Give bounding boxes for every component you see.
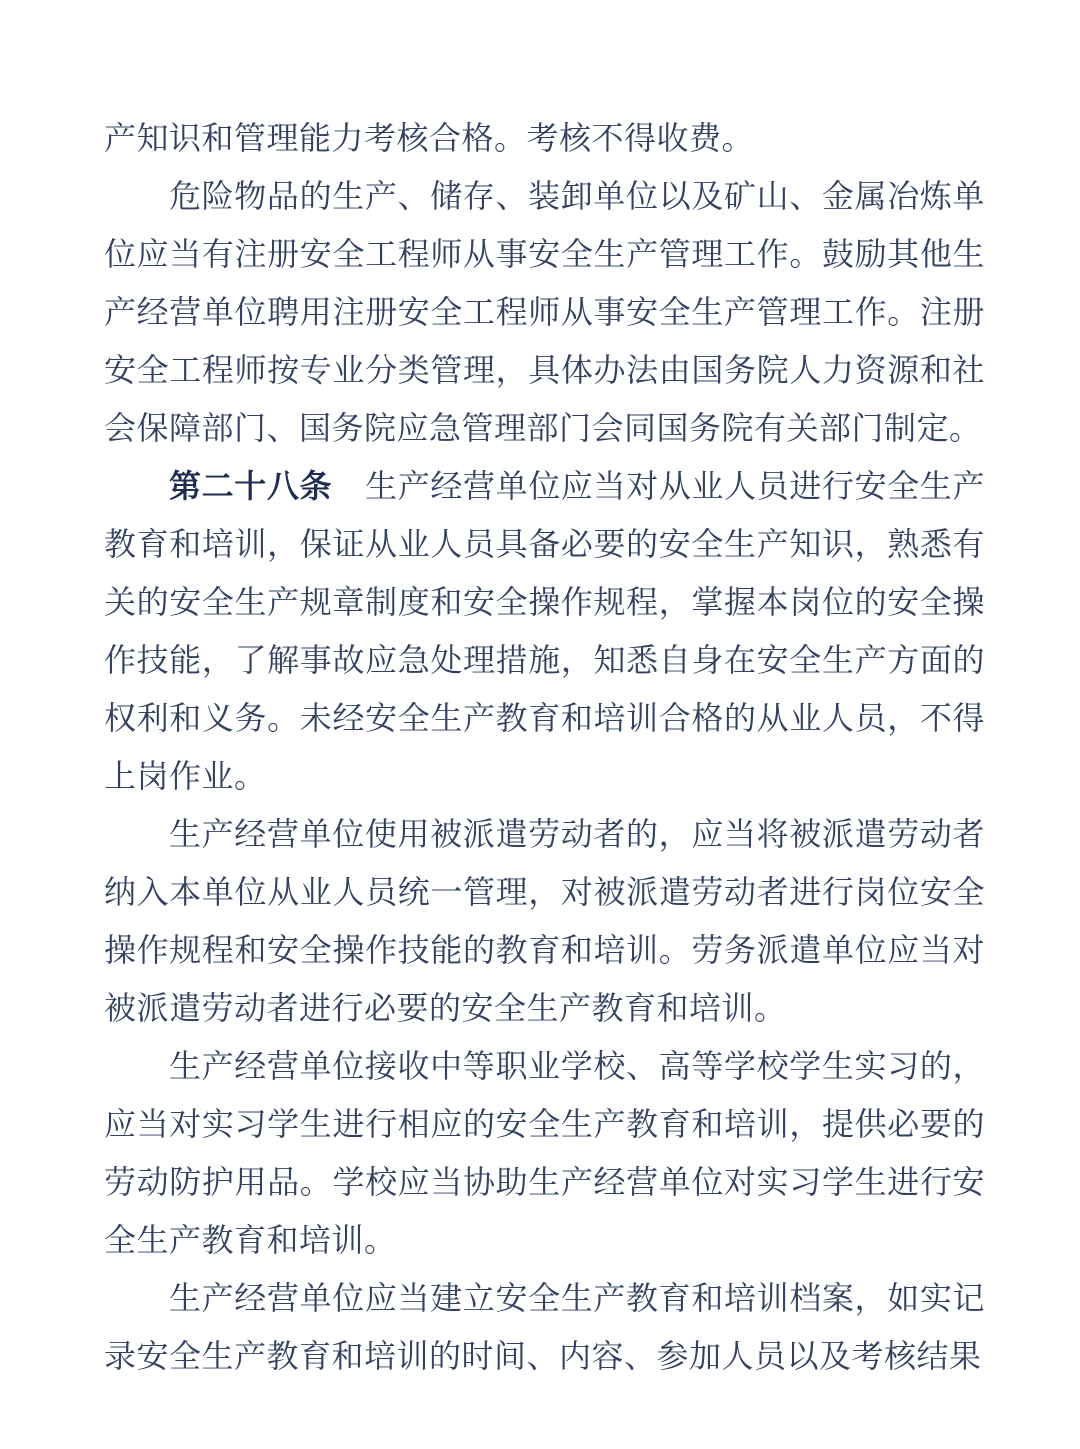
paragraph: 生产经营单位应当建立安全生产教育和培训档案，如实记录安全生产教育和培训的时间、内容、参加人员以及考核结果 [104, 1280, 985, 1374]
paragraph: 生产经营单位使用被派遣劳动者的，应当将被派遣劳动者纳入本单位从业人员统一管理，对被派遣劳动者进行岗位安全操作规程和安全操作技能的教育和培训。劳务派遣单位应当对被派遣劳动者进行必要的安全生产教育和培训。 [104, 816, 985, 1026]
paragraph: 生产经营单位接收中等职业学校、高等学校学生实习的，应当对实习学生进行相应的安全生产教育和培训，提供必要的劳动防护用品。学校应当协助生产经营单位对实习学生进行安全生产教育和培训。 [104, 1048, 985, 1258]
paragraph: 产知识和管理能力考核合格。考核不得收费。 [104, 120, 755, 156]
text-block [104, 109, 985, 1385]
article-number-label: 第二十八条 [169, 468, 333, 504]
paragraph: 危险物品的生产、储存、装卸单位以及矿山、金属冶炼单位应当有注册安全工程师从事安全生产管理工作。鼓励其他生产经营单位聘用注册安全工程师从事安全生产管理工作。注册安全工程师按专业分类管理，具体办法由国务院人力资源和社会保障部门、国务院应急管理部门会同国务院有关部门制定。 [104, 178, 985, 446]
paragraph: 第二十八条 生产经营单位应当对从业人员进行安全生产教育和培训，保证从业人员具备必要的安全生产知识，熟悉有关的安全生产规章制度和安全操作规程，掌握本岗位的安全操作技能，了解事故应急处理措施，知悉自身在安全生产方面的权利和义务。未经安全生产教育和培训合格的从业人员，不得上岗作业。 [104, 468, 985, 794]
